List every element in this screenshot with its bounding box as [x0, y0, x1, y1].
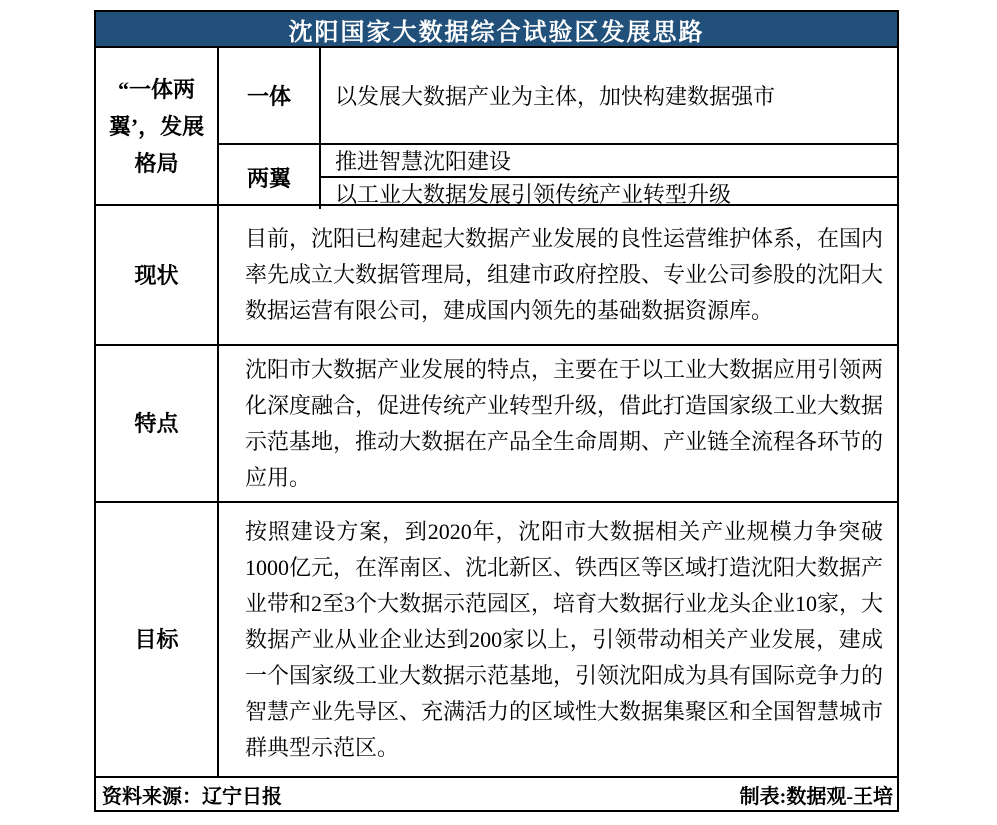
goal-row-label: 目标 — [134, 627, 179, 652]
development-plan-table — [94, 10, 899, 812]
feature-row-text: 沈阳市大数据产业发展的特点，主要在于以工业大数据应用引领两化深度融合，促进传统产业转型升级，借此打造国家级工业大数据示范基地，推动大数据在产品全生命周期、产业链全流程各环节的应用。 — [245, 356, 884, 490]
two-wings-subrow — [219, 143, 897, 209]
one-body-content-text: 以发展大数据产业为主体，加快构建数据强市 — [335, 84, 776, 109]
goal-row — [96, 501, 897, 776]
table-title-bar — [96, 12, 897, 46]
one-body-subrow — [219, 48, 897, 143]
format-row — [96, 46, 897, 207]
page-title: 沈阳国家大数据综合试验区发展思路 — [288, 19, 705, 46]
credit-label: 制表:数据观-王培 — [739, 785, 893, 808]
source-label: 资料来源：辽宁日报 — [102, 785, 282, 808]
format-row-label: “一体两翼’，发展格局 — [108, 76, 205, 176]
feature-row — [96, 344, 897, 501]
format-row-body — [217, 48, 897, 207]
feature-row-content — [217, 346, 897, 501]
status-row-label: 现状 — [134, 262, 179, 288]
goal-row-text: 按照建设方案，到2020年，沈阳市大数据相关产业规模力争突破1000亿元，在浑南区、沈北新区、铁西区等区域打造沈阳大数据产业带和2至3个大数据示范园区，培育大数据行业龙头企业10家，大数据产业从业企业达到200家以上，引领带动相关产业发展，建成一个国家级工业大数据示范基地，引领沈阳成为具有国际竞争力的智慧产业先导区、充满活力的区域性大数据集聚区和全国智慧城市群典型示范区。 — [245, 518, 884, 760]
footer-row — [96, 776, 897, 810]
wing-item — [321, 145, 897, 176]
two-wings-items — [319, 145, 897, 209]
status-row — [96, 204, 897, 344]
goal-row-content — [217, 503, 897, 776]
wing-item-text: 以工业大数据发展引领传统产业转型升级 — [335, 182, 732, 207]
one-body-content — [319, 48, 897, 143]
feature-row-label: 特点 — [134, 411, 179, 436]
status-row-text: 目前，沈阳已构建起大数据产业发展的良性运营维护体系，在国内率先成立大数据管理局，组建市政府控股、专业公司参股的沈阳大数据运营有限公司，建成国内领先的基础数据资源库。 — [245, 226, 884, 323]
one-body-key: 一体 — [246, 84, 291, 109]
status-row-content — [217, 206, 897, 344]
two-wings-key: 两翼 — [246, 165, 291, 191]
wing-item-text: 推进智慧沈阳建设 — [335, 149, 512, 174]
